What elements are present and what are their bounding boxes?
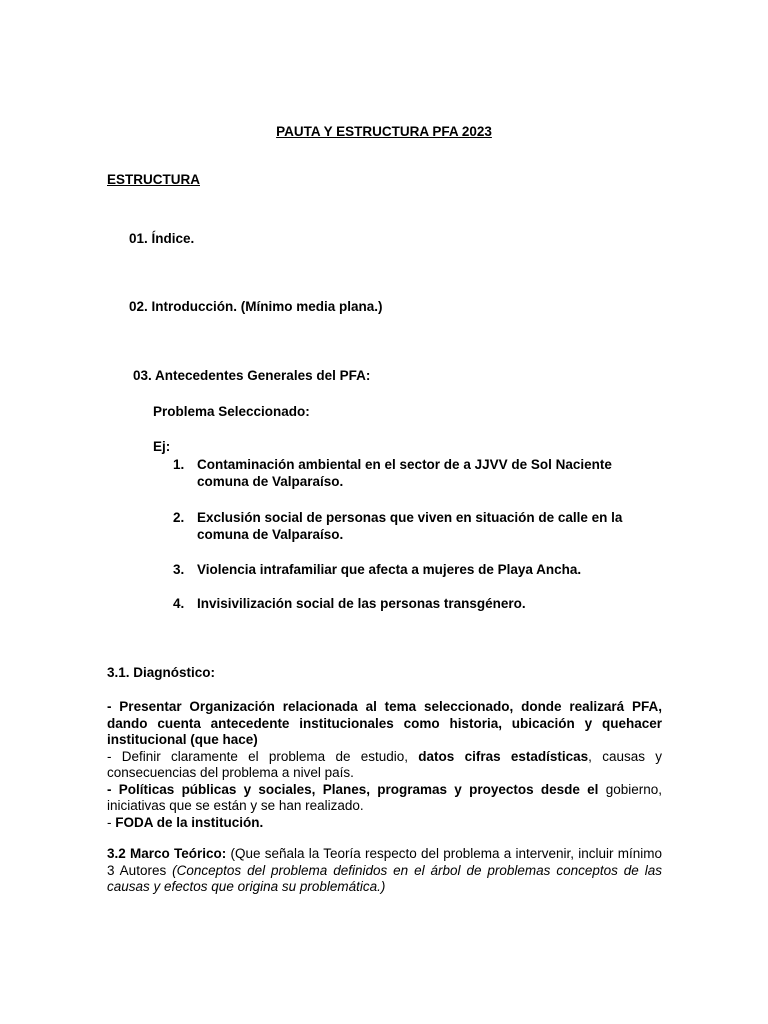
marco-text: (Que señala la Teoría respecto del problema a intervenir, incluir mínimo 3 Autores [107, 846, 662, 878]
diag-paragraph-4 [107, 815, 662, 832]
diag-p2-a: - Definir claramente el problema de estudio, [107, 748, 419, 764]
list-item-text: Violencia intrafamiliar que afecta a mujeres de Playa Ancha. [197, 562, 582, 577]
diag-p3-bold: - Políticas públicas y sociales, Planes, programas y proyectos desde el [107, 781, 599, 797]
item-antecedentes: 03. Antecedentes Generales del PFA: [133, 368, 371, 383]
item-indice: 01. Índice. [129, 231, 195, 246]
diag-p4-a: - [107, 814, 116, 830]
item-introduccion: 02. Introducción. (Mínimo media plana.) [129, 299, 383, 314]
marco-italic: (Conceptos del problema definidos en el árbol de problemas conceptos de las causas y efectos que origina su problemática.) [107, 862, 662, 894]
diag-paragraph-3 [107, 782, 662, 815]
diagnostico-heading: 3.1. Diagnóstico: [107, 665, 216, 680]
diag-p2-bold: datos cifras estadísticas [418, 748, 589, 764]
list-item [173, 456, 653, 490]
diag-paragraph-2 [107, 749, 662, 782]
diag-p3-b: gobierno, iniciativas que se están y se han realizado. [107, 781, 662, 813]
list-item-number: 3. [173, 562, 185, 577]
page-title: PAUTA Y ESTRUCTURA PFA 2023 [276, 124, 492, 139]
marco-label: 3.2 Marco Teórico: [107, 846, 227, 861]
diag-paragraph-1: - Presentar Organización relacionada al tema seleccionado, donde realizará PFA, dando cuenta antecedente institucionales como historia, ubicación y quehacer institucional (que hace) [107, 699, 662, 747]
list-item-number: 4. [173, 596, 185, 611]
diag-p4-bold: FODA de la institución. [115, 814, 264, 830]
ej-label: Ej: [153, 439, 171, 454]
list-item-text: Contaminación ambiental en el sector de a JJVV de Sol Naciente comuna de Valparaíso. [197, 457, 612, 489]
list-item-text: Exclusión social de personas que viven en situación de calle en la comuna de Valparaíso. [197, 510, 623, 542]
list-item [173, 595, 653, 612]
list-item-text: Invisivilización social de las personas transgénero. [197, 596, 526, 611]
marco-teorico-paragraph [107, 846, 662, 896]
diag-p2-c: , causas y consecuencias del problema a nivel país. [107, 748, 662, 780]
list-item-number: 2. [173, 510, 185, 525]
diagnostico-block [107, 699, 662, 831]
list-item [173, 509, 653, 543]
section-heading-estructura: ESTRUCTURA [107, 172, 200, 187]
list-item-number: 1. [173, 457, 185, 472]
problema-label: Problema Seleccionado: [153, 404, 310, 419]
list-item [173, 561, 653, 578]
